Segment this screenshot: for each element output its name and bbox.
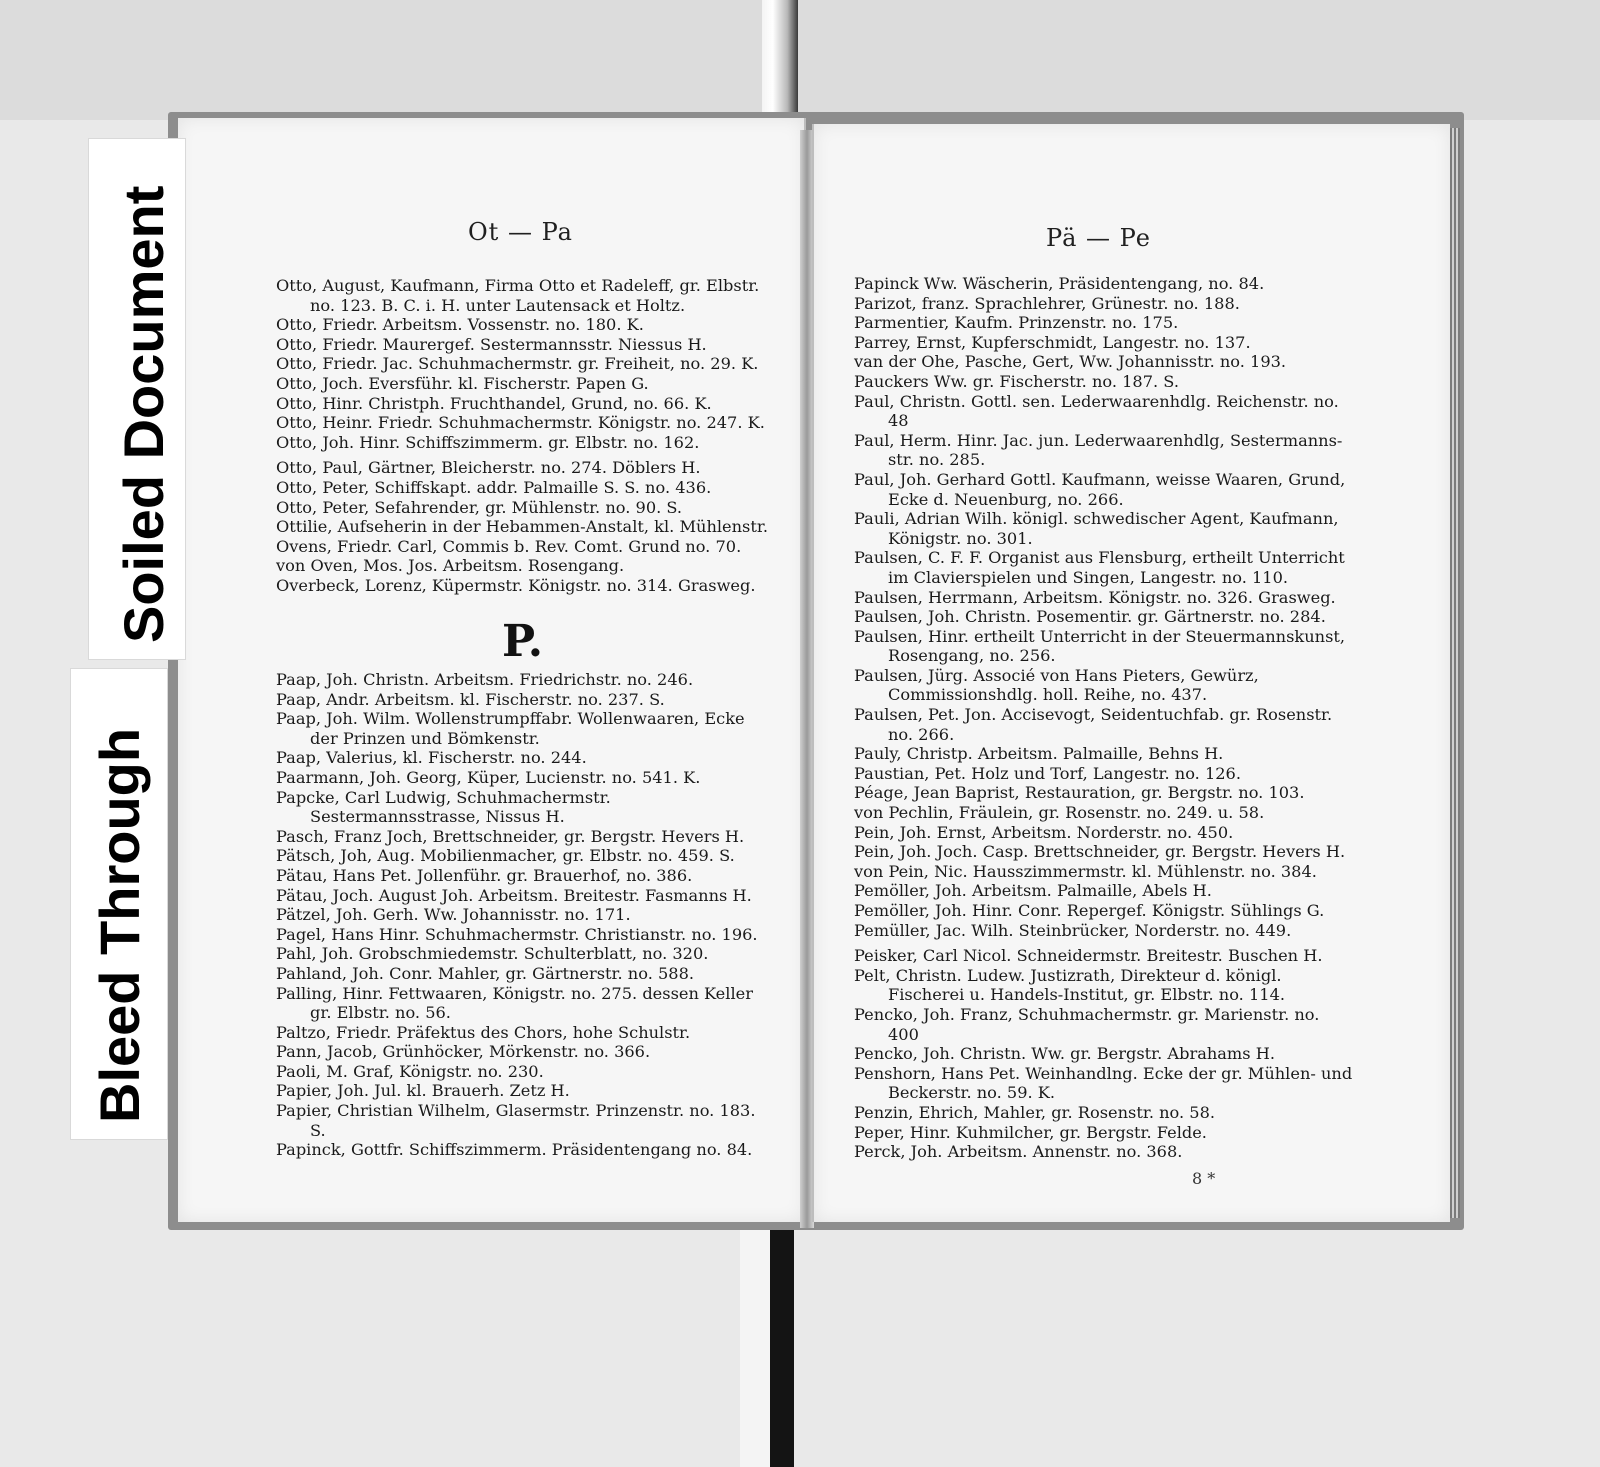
directory-entry: Papcke, Carl Ludwig, Schuhmachermstr. Sestermannsstrasse, Nissus H. (276, 787, 611, 827)
directory-entry: Paulsen, Hinr. ertheilt Unterricht in der Steuermannskunst, Rosengang, no. 256. (854, 626, 1346, 666)
directory-entry: Otto, Friedr. Maurergef. Sestermannsstr. Niessus H. (276, 334, 707, 354)
directory-entry: Paul, Joh. Gerhard Gottl. Kaufmann, weisse Waaren, Grund, Ecke d. Neuenburg, no. 266. (854, 469, 1346, 509)
directory-entry: Paap, Valerius, kl. Fischerstr. no. 244. (276, 748, 587, 768)
directory-entry: Parrey, Ernst, Kupferschmidt, Langestr. no. 137. (854, 332, 1251, 352)
directory-entry: Parizot, franz. Sprachlehrer, Grünestr. no. 188. (854, 293, 1240, 313)
directory-entry: Parmentier, Kaufm. Prinzenstr. no. 175. (854, 313, 1179, 333)
scan-backdrop (0, 0, 1600, 120)
directory-entry: Paulsen, C. F. F. Organist aus Flensburg, ertheilt Unterricht im Clavierspielen und Singen, Langestr. no. 110. (854, 548, 1345, 587)
book-spine-top (762, 0, 798, 120)
directory-entry: Palling, Hinr. Fettwaaren, Königstr. no. 275. dessen Keller gr. Elbstr. no. 56. (276, 983, 753, 1023)
directory-entry: Otto, Paul, Gärtner, Bleicherstr. no. 274. Döblers H. (276, 458, 701, 478)
directory-entry: Paul, Christn. Gottl. sen. Lederwaarenhdlg. Reichenstr. no. 48 (854, 391, 1339, 431)
directory-entry: Pätau, Hans Pet. Jollenführ. gr. Brauerhof, no. 386. (276, 865, 693, 885)
soiled-document-text: Soiled Document (112, 185, 175, 643)
directory-entries-right (854, 274, 1354, 1162)
directory-entry: Otto, Friedr. Jac. Schuhmachermstr. gr. Freiheit, no. 29. K. (276, 354, 759, 374)
directory-entry: Otto, Joh. Hinr. Schiffszimmerm. gr. Elbstr. no. 162. (276, 432, 700, 452)
directory-entry: Pätau, Joch. August Joh. Arbeitsm. Breitestr. Fasmanns H. (276, 885, 752, 905)
directory-entry: von Oven, Mos. Jos. Arbeitsm. Rosengang. (276, 556, 625, 576)
directory-entry: Pätzel, Joh. Gerh. Ww. Johannisstr. no. 171. (276, 905, 631, 925)
bleed-through-label (70, 668, 168, 1140)
directory-entry: Paap, Joh. Wilm. Wollenstrumpffabr. Wollenwaaren, Ecke der Prinzen und Bömkenstr. (276, 709, 745, 748)
directory-entry: Peper, Hinr. Kuhmilcher, gr. Bergstr. Felde. (854, 1122, 1207, 1142)
directory-entry: Pelt, Christn. Ludew. Justizrath, Direkteur d. königl. Fischerei u. Handels-Institut, gr. Elbstr. no. 114. (854, 965, 1286, 1005)
book-spine-bottom-light (740, 1228, 770, 1467)
directory-entry: Pencko, Joh. Franz, Schuhmachermstr. gr. Marienstr. no. 400 (854, 1004, 1320, 1044)
soiled-document-label (88, 138, 186, 660)
bleed-through-text: Bleed Through (88, 727, 151, 1123)
directory-entry: Papinck, Gottfr. Schiffszimmerm. Präsidentengang no. 84. (276, 1140, 753, 1160)
directory-entry: Paltzo, Friedr. Präfektus des Chors, hohe Schulstr. (276, 1022, 691, 1042)
directory-entry: Paarmann, Joh. Georg, Küper, Lucienstr. no. 541. K. (276, 767, 701, 787)
directory-entry: Papier, Christian Wilhelm, Glasermstr. Prinzenstr. no. 183. S. (276, 1101, 756, 1140)
directory-entry: Péage, Jean Baprist, Restauration, gr. Bergstr. no. 103. (854, 783, 1305, 803)
directory-entry: Pemöller, Joh. Hinr. Conr. Repergef. Königstr. Sühlings G. (854, 901, 1325, 920)
directory-entry: Otto, August, Kaufmann, Firma Otto et Radeleff, gr. Elbstr. no. 123. B. C. i. H. unter Lautensack et Holtz. (276, 276, 760, 315)
directory-entry: Pagel, Hans Hinr. Schuhmachermstr. Christianstr. no. 196. (276, 924, 758, 944)
directory-entry: von Pein, Nic. Hausszimmermstr. kl. Mühlenstr. no. 384. (854, 861, 1317, 881)
page-signature: 8 * (1192, 1169, 1216, 1188)
directory-entry: Paulsen, Joh. Christn. Posementir. gr. Gärtnerstr. no. 284. (854, 607, 1326, 627)
directory-entry: Pätsch, Joh, Aug. Mobilienmacher, gr. Elbstr. no. 459. S. (276, 846, 735, 866)
directory-entry: Paulsen, Herrmann, Arbeitsm. Königstr. no. 326. Grasweg. (854, 587, 1336, 607)
directory-entry: Pencko, Joh. Christn. Ww. gr. Bergstr. Abrahams H. (854, 1044, 1275, 1064)
directory-entry: Otto, Hinr. Christph. Fruchthandel, Grund, no. 66. K. (276, 393, 712, 413)
directory-entry: Pauli, Adrian Wilh. königl. schwedischer Agent, Kaufmann, Königstr. no. 301. (854, 509, 1339, 548)
directory-entry: Peisker, Carl Nicol. Schneidermstr. Breitestr. Buschen H. (854, 946, 1323, 966)
directory-entry: Otto, Heinr. Friedr. Schuhmachermstr. Königstr. no. 247. K. (276, 413, 765, 433)
directory-entries-top (276, 276, 776, 596)
directory-entry: Pahl, Joh. Grobschmiedemstr. Schulterblatt, no. 320. (276, 944, 709, 964)
directory-entry: Pauly, Christp. Arbeitsm. Palmaille, Behns H. (854, 744, 1224, 764)
directory-entry: Paap, Joh. Christn. Arbeitsm. Friedrichstr. no. 246. (276, 670, 694, 689)
directory-entry: Pasch, Franz Joch, Brettschneider, gr. Bergstr. Hevers H. (276, 826, 745, 846)
directory-entry: Paulsen, Jürg. Associé von Hans Pieters, Gewürz, Commissionshdlg. holl. Reihe, no. 437. (854, 665, 1259, 705)
directory-entry: Pann, Jacob, Grünhöcker, Mörkenstr. no. 366. (276, 1042, 651, 1062)
directory-entry: Ottilie, Aufseherin in der Hebammen-Anstalt, kl. Mühlenstr. (276, 517, 768, 537)
running-head-right: Pä — Pe (1046, 224, 1151, 252)
directory-entry: Pahland, Joh. Conr. Mahler, gr. Gärtnerstr. no. 588. (276, 963, 695, 983)
directory-entry: Overbeck, Lorenz, Küpermstr. Königstr. no. 314. Grasweg. (276, 575, 756, 595)
directory-entry: Paustian, Pet. Holz und Torf, Langestr. no. 126. (854, 763, 1241, 783)
directory-entry: Penshorn, Hans Pet. Weinhandlng. Ecke der gr. Mühlen- und Beckerstr. no. 59. K. (854, 1063, 1353, 1103)
directory-entry: Otto, Friedr. Arbeitsm. Vossenstr. no. 180. K. (276, 315, 644, 335)
book-spine-bottom (770, 1228, 794, 1467)
section-letter: P. (502, 616, 544, 667)
directory-entry: Penzin, Ehrich, Mahler, gr. Rosenstr. no. 58. (854, 1102, 1216, 1122)
directory-entry: Otto, Peter, Schiffskapt. addr. Palmaille S. S. no. 436. (276, 477, 712, 497)
directory-entry: Pemüller, Jac. Wilh. Steinbrücker, Norderstr. no. 449. (854, 920, 1292, 940)
right-page (812, 124, 1450, 1222)
running-head-left: Ot — Pa (468, 218, 573, 246)
directory-entry: Perck, Joh. Arbeitsm. Annenstr. no. 368. (854, 1142, 1183, 1162)
directory-entry: Pein, Joh. Ernst, Arbeitsm. Norderstr. no. 450. (854, 822, 1234, 842)
directory-entry: Papinck Ww. Wäscherin, Präsidentengang, no. 84. (854, 274, 1265, 293)
directory-entry: Paulsen, Pet. Jon. Accisevogt, Seidentuchfab. gr. Rosenstr. no. 266. (854, 705, 1333, 744)
directory-entry: Paul, Herm. Hinr. Jac. jun. Lederwaarenhdlg, Sestermanns-str. no. 285. (854, 430, 1343, 470)
directory-entry: Otto, Peter, Sefahrender, gr. Mühlenstr. no. 90. S. (276, 497, 683, 517)
directory-entry: van der Ohe, Pasche, Gert, Ww. Johannisstr. no. 193. (854, 352, 1287, 372)
directory-entries-bottom (276, 670, 776, 1160)
directory-entry: Paoli, M. Graf, Königstr. no. 230. (276, 1061, 544, 1081)
directory-entry: Ovens, Friedr. Carl, Commis b. Rev. Comt. Grund no. 70. (276, 536, 742, 556)
directory-entry: von Pechlin, Fräulein, gr. Rosenstr. no. 249. u. 58. (854, 803, 1265, 823)
directory-entry: Otto, Joch. Eversführ. kl. Fischerstr. Papen G. (276, 373, 649, 393)
directory-entry: Pein, Joh. Joch. Casp. Brettschneider, gr. Bergstr. Hevers H. (854, 842, 1346, 862)
directory-entry: Paap, Andr. Arbeitsm. kl. Fischerstr. no. 237. S. (276, 689, 665, 709)
directory-entry: Papier, Joh. Jul. kl. Brauerh. Zetz H. (276, 1081, 570, 1101)
directory-entry: Pemöller, Joh. Arbeitsm. Palmaille, Abels H. (854, 881, 1212, 901)
left-page (178, 118, 806, 1222)
directory-entry: Pauckers Ww. gr. Fischerstr. no. 187. S. (854, 371, 1179, 391)
